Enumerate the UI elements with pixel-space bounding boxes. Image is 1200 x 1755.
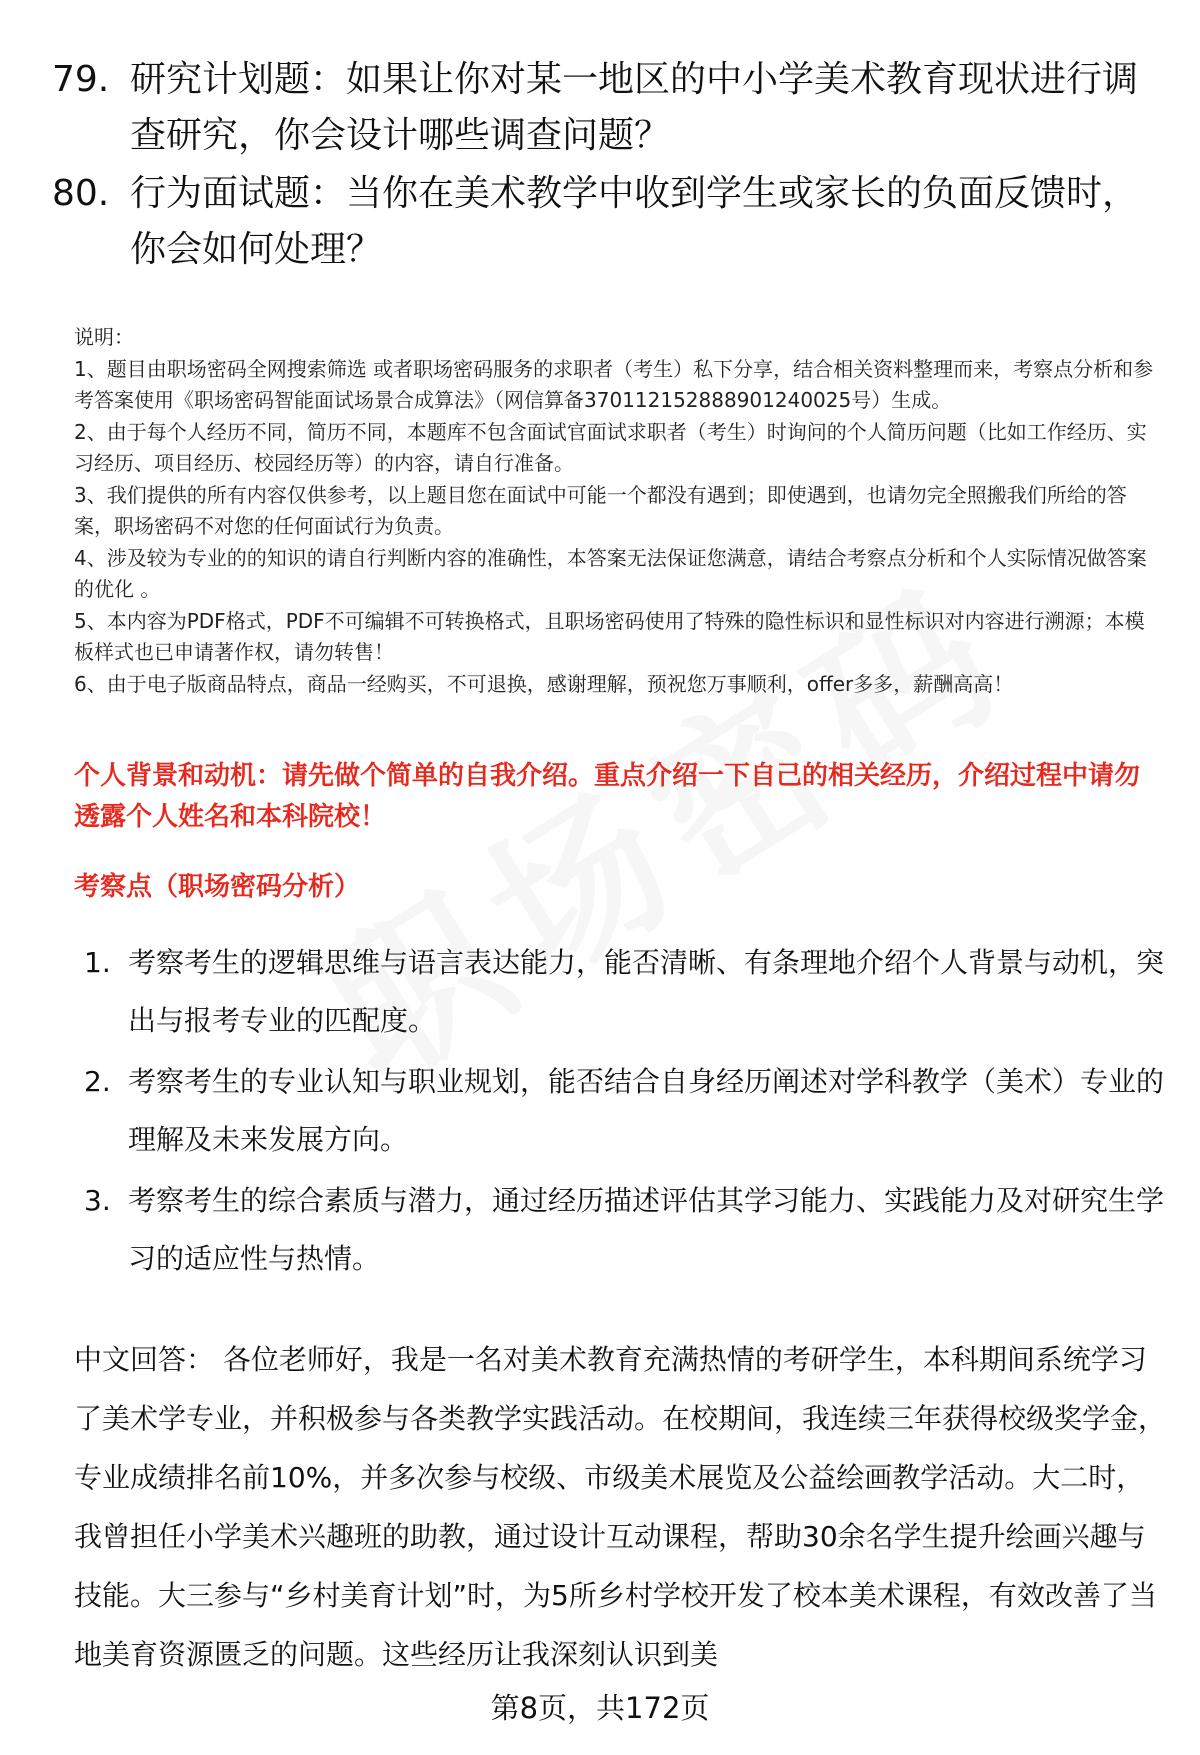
note-item: 4、涉及较为专业的的知识的请自行判断内容的准确性，本答案无法保证您满意，请结合考察点分析和个人实际情况做答案的优化 。 [74,545,1147,601]
point-number: 2. [84,1065,111,1098]
note-item: 2、由于每个人经历不同，简历不同，本题库不包含面试官面试求职者（考生）时询问的个人简历问题（比如工作经历、实习经历、项目经历、校园经历等）的内容，请自行准备。 [74,419,1147,475]
question-number: 79. [52,59,110,100]
note-item: 5、本内容为PDF格式，PDF不可编辑不可转换格式，且职场密码使用了特殊的隐性标识和显性标识对内容进行溯源；本模板样式也已申请著作权，请勿转售！ [74,608,1145,664]
question-text: 研究计划题：如果让你对某一地区的中小学美术教育现状进行调查研究，你会设计哪些调查问题？ [130,59,1139,156]
analysis-point [84,934,1164,1049]
question-text: 行为面试题：当你在美术教学中收到学生或家长的负面反馈时，你会如何处理？ [130,173,1139,270]
question-79 [52,52,1162,164]
analysis-title: 考察点（职场密码分析） [74,872,361,902]
point-number: 1. [84,946,111,979]
notes-heading: 说明： [74,325,134,349]
question-number: 80. [52,173,110,214]
point-text: 考察考生的逻辑思维与语言表达能力，能否清晰、有条理地介绍个人背景与动机，突出与报考专业的匹配度。 [128,946,1165,1037]
point-text: 考察考生的综合素质与潜力，通过经历描述评估其学习能力、实践能力及对研究生学习的适应性与热情。 [128,1184,1165,1275]
note-item: 1、题目由职场密码全网搜索筛选 或者职场密码服务的求职者（考生）私下分享，结合相关资料整理而来，考察点分析和参考答案使用《职场密码智能面试场景合成算法》（网信算备370112152888901240025号）生成。 [74,356,1154,412]
analysis-point [84,1053,1164,1168]
page-footer: 第8页，共172页 [490,1691,710,1725]
note-item: 6、由于电子版商品特点，商品一经购买，不可退换，感谢理解，预祝您万事顺利，offer多多，薪酬高高！ [74,671,1014,696]
interview-question-heading: 个人背景和动机：请先做个简单的自我介绍。重点介绍一下自己的相关经历，介绍过程中请勿透露个人姓名和本科院校！ [74,761,1141,832]
note-item: 3、我们提供的所有内容仅供参考，以上题目您在面试中可能一个都没有遇到；即使遇到，也请勿完全照搬我们所给的答案，职场密码不对您的任何面试行为负责。 [74,482,1127,538]
point-text: 考察考生的专业认知与职业规划，能否结合自身经历阐述对学科教学（美术）专业的理解及未来发展方向。 [128,1065,1165,1156]
analysis-points-list [84,934,1164,1291]
question-80 [52,166,1162,278]
chinese-answer: 中文回答： 各位老师好，我是一名对美术教育充满热情的考研学生，本科期间系统学习了美术学专业，并积极参与各类教学实践活动。在校期间，我连续三年获得校级奖学金，专业成绩排名前10%，并多次参与校级、市级美术展览及公益绘画教学活动。大二时，我曾担任小学美术兴趣班的助教，通过设计互动课程，帮助30余名学生提升绘画兴趣与技能。大三参与“乡村美育计划”时，为5所乡村学校开发了校本美术课程，有效改善了当地美育资源匮乏的问题。这些经历让我深刻认识到美 [74,1343,1167,1671]
notes-section [74,322,1164,700]
point-number: 3. [84,1184,111,1217]
analysis-point [84,1172,1164,1287]
